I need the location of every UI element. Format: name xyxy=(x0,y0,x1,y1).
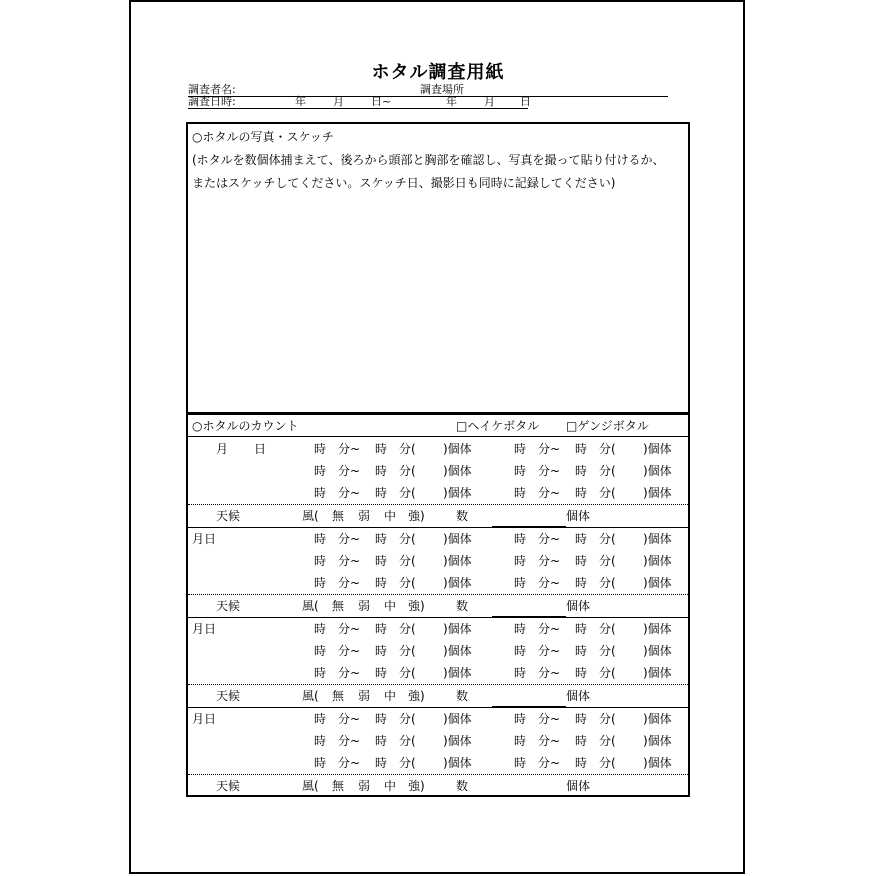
minute-open-label: 分( xyxy=(399,554,416,568)
hour-label: 時 xyxy=(575,532,588,546)
weather-label: 天候 xyxy=(216,509,241,523)
minute-open-label: 分( xyxy=(599,576,616,590)
time-count-row[interactable] xyxy=(188,460,688,482)
minute-open-label: 分( xyxy=(599,644,616,658)
minute-from-label: 分~ xyxy=(338,576,361,590)
page-title: ホタル調査用紙 xyxy=(371,62,505,83)
minute-open-label: 分( xyxy=(599,442,616,456)
date-year-1: 年 xyxy=(295,95,306,108)
count-close-label: )個体 xyxy=(443,622,472,636)
hour-label: 時 xyxy=(575,554,588,568)
date-year-2: 年 xyxy=(446,95,457,108)
time-count-row[interactable] xyxy=(188,708,688,730)
count-close-label: )個体 xyxy=(643,622,672,636)
time-count-row[interactable] xyxy=(188,640,688,662)
count-close-label: )個体 xyxy=(443,486,472,500)
count-close-label: )個体 xyxy=(643,756,672,770)
minute-open-label: 分( xyxy=(399,756,416,770)
weather-row[interactable] xyxy=(188,505,688,527)
photo-instruction-2: またはスケッチしてください。スケッチ日、撮影日も同時に記録してください) xyxy=(192,176,616,190)
wind-strong-option: 強) xyxy=(408,689,425,703)
checkbox-heike[interactable]: □ヘイケボタル xyxy=(456,419,540,433)
minute-open-label: 分( xyxy=(599,734,616,748)
minute-open-label: 分( xyxy=(599,532,616,546)
minute-open-label: 分( xyxy=(599,666,616,680)
minute-from-label: 分~ xyxy=(538,756,561,770)
total-count-field[interactable] xyxy=(492,505,590,527)
hour-label: 時 xyxy=(575,734,588,748)
weather-label: 天候 xyxy=(216,779,241,793)
hour-label: 時 xyxy=(314,666,327,680)
hour-label: 時 xyxy=(375,554,388,568)
weather-row[interactable] xyxy=(188,775,688,797)
minute-from-label: 分~ xyxy=(538,666,561,680)
hour-label: 時 xyxy=(375,666,388,680)
total-count-field[interactable] xyxy=(492,775,590,797)
minute-open-label: 分( xyxy=(399,712,416,726)
weather-label: 天候 xyxy=(216,599,241,613)
minute-open-label: 分( xyxy=(399,442,416,456)
hour-label: 時 xyxy=(314,554,327,568)
minute-from-label: 分~ xyxy=(338,734,361,748)
hour-label: 時 xyxy=(575,644,588,658)
checkbox-genji[interactable]: □ゲンジボタル xyxy=(566,419,649,433)
hour-label: 時 xyxy=(314,442,327,456)
count-heading: ○ホタルのカウント xyxy=(192,419,299,433)
hour-label: 時 xyxy=(375,486,388,500)
hour-label: 時 xyxy=(314,576,327,590)
hour-label: 時 xyxy=(514,576,527,590)
count-close-label: )個体 xyxy=(643,734,672,748)
weather-row[interactable] xyxy=(188,685,688,707)
total-count-underline xyxy=(492,692,566,707)
number-label: 数 xyxy=(456,779,469,793)
count-close-label: )個体 xyxy=(643,464,672,478)
number-label: 数 xyxy=(456,599,469,613)
count-header-row xyxy=(188,415,688,437)
date-month-1: 月 xyxy=(333,95,344,108)
minute-from-label: 分~ xyxy=(538,442,561,456)
time-count-row[interactable] xyxy=(188,482,688,504)
hour-label: 時 xyxy=(314,532,327,546)
count-close-label: )個体 xyxy=(443,532,472,546)
hour-label: 時 xyxy=(514,734,527,748)
hour-label: 時 xyxy=(514,486,527,500)
hour-label: 時 xyxy=(314,486,327,500)
total-count-underline xyxy=(492,782,566,797)
time-count-row[interactable] xyxy=(188,572,688,594)
divider xyxy=(188,436,688,437)
wind-none-option: 無 xyxy=(332,779,345,793)
minute-from-label: 分~ xyxy=(338,554,361,568)
minute-open-label: 分( xyxy=(399,464,416,478)
date-label: 調査日時: xyxy=(188,95,236,108)
wind-none-option: 無 xyxy=(332,599,345,613)
hour-label: 時 xyxy=(375,734,388,748)
minute-open-label: 分( xyxy=(399,644,416,658)
total-count-underline xyxy=(492,512,566,527)
wind-strong-option: 強) xyxy=(408,599,425,613)
number-label: 数 xyxy=(456,509,469,523)
hour-label: 時 xyxy=(314,734,327,748)
wind-weak-option: 弱 xyxy=(358,689,371,703)
minute-open-label: 分( xyxy=(599,554,616,568)
count-close-label: )個体 xyxy=(643,442,672,456)
wind-mid-option: 中 xyxy=(384,689,397,703)
count-close-label: )個体 xyxy=(443,464,472,478)
hour-label: 時 xyxy=(314,712,327,726)
hour-label: 時 xyxy=(514,644,527,658)
count-close-label: )個体 xyxy=(643,666,672,680)
time-count-row[interactable] xyxy=(188,618,688,640)
time-count-row[interactable] xyxy=(188,662,688,684)
hour-label: 時 xyxy=(575,712,588,726)
minute-open-label: 分( xyxy=(599,464,616,478)
count-close-label: )個体 xyxy=(443,554,472,568)
photo-heading: ○ホタルの写真・スケッチ xyxy=(192,130,334,144)
hour-label: 時 xyxy=(314,464,327,478)
wind-strong-option: 強) xyxy=(408,509,425,523)
investigator-label: 調査者名: xyxy=(188,83,236,96)
hour-label: 時 xyxy=(314,644,327,658)
hour-label: 時 xyxy=(375,712,388,726)
hour-label: 時 xyxy=(575,666,588,680)
minute-from-label: 分~ xyxy=(538,712,561,726)
minute-open-label: 分( xyxy=(399,666,416,680)
minute-from-label: 分~ xyxy=(538,532,561,546)
minute-from-label: 分~ xyxy=(338,666,361,680)
minute-from-label: 分~ xyxy=(538,622,561,636)
hour-label: 時 xyxy=(575,576,588,590)
minute-open-label: 分( xyxy=(599,756,616,770)
total-count-underline xyxy=(492,602,566,617)
monthday-label: 月日 xyxy=(192,532,217,546)
date-month-2: 月 xyxy=(484,95,495,108)
hour-label: 時 xyxy=(514,554,527,568)
wind-label: 風( xyxy=(302,779,319,793)
hour-label: 時 xyxy=(575,622,588,636)
count-close-label: )個体 xyxy=(643,532,672,546)
wind-weak-option: 弱 xyxy=(358,599,371,613)
wind-label: 風( xyxy=(302,509,319,523)
minute-open-label: 分( xyxy=(399,734,416,748)
minute-from-label: 分~ xyxy=(538,734,561,748)
hour-label: 時 xyxy=(375,756,388,770)
monthday-label: 月日 xyxy=(192,712,217,726)
minute-from-label: 分~ xyxy=(338,644,361,658)
wind-weak-option: 弱 xyxy=(358,779,371,793)
hour-label: 時 xyxy=(375,532,388,546)
hour-label: 時 xyxy=(514,756,527,770)
hour-label: 時 xyxy=(514,464,527,478)
total-count-field[interactable] xyxy=(492,595,590,617)
hour-label: 時 xyxy=(514,666,527,680)
minute-open-label: 分( xyxy=(599,486,616,500)
hour-label: 時 xyxy=(375,644,388,658)
wind-mid-option: 中 xyxy=(384,509,397,523)
wind-none-option: 無 xyxy=(332,509,345,523)
count-close-label: )個体 xyxy=(443,442,472,456)
total-unit-label: 個体 xyxy=(566,689,591,703)
time-count-row[interactable] xyxy=(188,730,688,752)
minute-from-label: 分~ xyxy=(338,532,361,546)
count-close-label: )個体 xyxy=(643,644,672,658)
minute-open-label: 分( xyxy=(599,622,616,636)
wind-mid-option: 中 xyxy=(384,599,397,613)
count-close-label: )個体 xyxy=(643,712,672,726)
minute-from-label: 分~ xyxy=(538,464,561,478)
minute-from-label: 分~ xyxy=(338,442,361,456)
minute-open-label: 分( xyxy=(399,576,416,590)
hour-label: 時 xyxy=(314,756,327,770)
month-label: 月 xyxy=(216,442,229,456)
hour-label: 時 xyxy=(375,442,388,456)
minute-from-label: 分~ xyxy=(538,644,561,658)
wind-strong-option: 強) xyxy=(408,779,425,793)
count-close-label: )個体 xyxy=(443,712,472,726)
hour-label: 時 xyxy=(375,576,388,590)
minute-open-label: 分( xyxy=(399,532,416,546)
minute-from-label: 分~ xyxy=(338,712,361,726)
wind-mid-option: 中 xyxy=(384,779,397,793)
photo-instruction-1: (ホタルを数個体捕まえて、後ろから頭部と胸部を確認し、写真を撮って貼り付けるか、 xyxy=(192,153,665,167)
count-close-label: )個体 xyxy=(443,756,472,770)
day-label: 日 xyxy=(254,442,267,456)
date-underline xyxy=(188,108,528,109)
minute-open-label: 分( xyxy=(399,622,416,636)
count-close-label: )個体 xyxy=(643,576,672,590)
date-day-1: 日~ xyxy=(371,95,392,108)
minute-from-label: 分~ xyxy=(538,486,561,500)
minute-from-label: 分~ xyxy=(338,622,361,636)
weather-label: 天候 xyxy=(216,689,241,703)
minute-from-label: 分~ xyxy=(538,554,561,568)
location-label: 調査場所 xyxy=(420,83,464,96)
count-close-label: )個体 xyxy=(443,734,472,748)
hour-label: 時 xyxy=(575,464,588,478)
count-close-label: )個体 xyxy=(443,644,472,658)
minute-from-label: 分~ xyxy=(338,464,361,478)
hour-label: 時 xyxy=(514,532,527,546)
hour-label: 時 xyxy=(375,622,388,636)
minute-from-label: 分~ xyxy=(338,756,361,770)
minute-open-label: 分( xyxy=(399,486,416,500)
hour-label: 時 xyxy=(514,712,527,726)
total-unit-label: 個体 xyxy=(566,779,591,793)
count-table xyxy=(186,413,690,797)
count-close-label: )個体 xyxy=(643,486,672,500)
hour-label: 時 xyxy=(514,622,527,636)
count-close-label: )個体 xyxy=(443,576,472,590)
photo-sketch-box[interactable] xyxy=(186,122,690,414)
wind-label: 風( xyxy=(302,689,319,703)
date-day-2: 日 xyxy=(520,95,531,108)
wind-weak-option: 弱 xyxy=(358,509,371,523)
time-count-row[interactable] xyxy=(188,438,688,460)
total-unit-label: 個体 xyxy=(566,509,591,523)
minute-from-label: 分~ xyxy=(538,576,561,590)
hour-label: 時 xyxy=(575,486,588,500)
minute-from-label: 分~ xyxy=(338,486,361,500)
number-label: 数 xyxy=(456,689,469,703)
hour-label: 時 xyxy=(314,622,327,636)
time-count-row[interactable] xyxy=(188,752,688,774)
minute-open-label: 分( xyxy=(599,712,616,726)
wind-label: 風( xyxy=(302,599,319,613)
total-unit-label: 個体 xyxy=(566,599,591,613)
investigator-underline xyxy=(188,96,668,97)
hour-label: 時 xyxy=(514,442,527,456)
count-close-label: )個体 xyxy=(443,666,472,680)
count-close-label: )個体 xyxy=(643,554,672,568)
hour-label: 時 xyxy=(575,756,588,770)
wind-none-option: 無 xyxy=(332,689,345,703)
monthday-label: 月日 xyxy=(192,622,217,636)
weather-row[interactable] xyxy=(188,595,688,617)
total-count-field[interactable] xyxy=(492,685,590,707)
hour-label: 時 xyxy=(575,442,588,456)
hour-label: 時 xyxy=(375,464,388,478)
time-count-row[interactable] xyxy=(188,550,688,572)
time-count-row[interactable] xyxy=(188,528,688,550)
